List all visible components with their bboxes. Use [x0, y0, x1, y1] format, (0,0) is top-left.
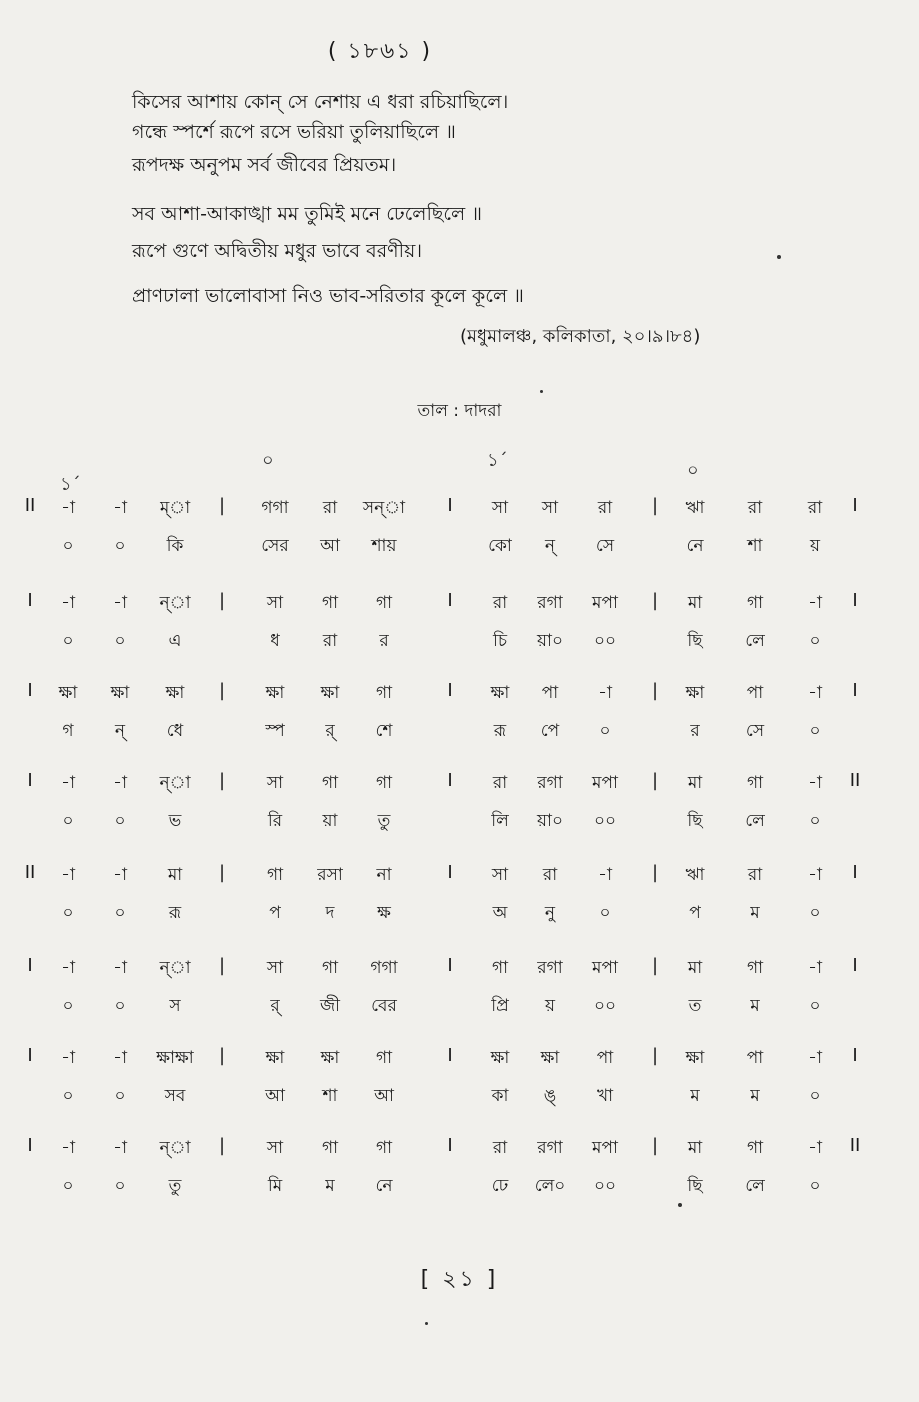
swara-note: মপা [592, 593, 618, 613]
lyric-syllable: ০ [114, 1086, 126, 1106]
lyric-syllable: অ [492, 903, 508, 923]
bar-line: | [218, 862, 226, 883]
lyric-syllable: ম [750, 996, 760, 1016]
lyric-syllable: ০ [114, 811, 126, 831]
ink-speck [425, 1322, 428, 1325]
swara-note: গা [375, 773, 393, 793]
beat-mark-sam: ১´ [60, 474, 81, 495]
swara-note: -া [61, 593, 75, 613]
lyric-syllable: চি [492, 631, 508, 651]
lyric-syllable: ০ [809, 1086, 821, 1106]
lyric-syllable: জী [319, 996, 341, 1016]
lyric-syllable: আ [374, 1086, 394, 1106]
lyric-syllable: ০ [62, 811, 74, 831]
swara-note: সা [266, 958, 284, 978]
bar-line: I [447, 495, 453, 516]
lyric-syllable: রূ [493, 721, 507, 741]
lyric-line: রূপদক্ষ অনুপম সর্ব জীবের প্রিয়তম। [132, 154, 397, 176]
lyric-syllable: প্রি [491, 996, 509, 1016]
swara-note: মা [687, 958, 703, 978]
swara-note: সন্া [362, 498, 406, 518]
lyric-syllable: ০ [599, 721, 611, 741]
bar-line: | [218, 495, 226, 516]
page-number: [ ২১ ] [420, 1267, 499, 1292]
swara-note: -া [808, 958, 822, 978]
swara-note: ক্ষাক্ষা [156, 1048, 194, 1068]
swara-note: -া [61, 865, 75, 885]
swara-note: রগা [537, 958, 563, 978]
lyric-syllable: নু [544, 903, 556, 923]
lyric-syllable: ০০ [593, 996, 617, 1016]
lyric-syllable: কা [491, 1086, 509, 1106]
lyric-syllable: ০ [599, 903, 611, 923]
bar-line: II [849, 1135, 861, 1156]
swara-note: রসা [317, 865, 343, 885]
beat-mark-sam: ১´ [487, 450, 508, 471]
lyric-syllable: ম [750, 903, 760, 923]
lyric-syllable: ভ [168, 811, 182, 831]
swara-note: -া [598, 865, 612, 885]
lyric-syllable: ০ [62, 903, 74, 923]
swara-note: ন্া [159, 1138, 191, 1158]
swara-note: ক্ষা [110, 683, 130, 703]
swara-note: ক্ষা [165, 683, 185, 703]
lyric-syllable: ০ [809, 903, 821, 923]
lyric-syllable: ০ [62, 536, 74, 556]
lyric-syllable: ম [750, 1086, 760, 1106]
swara-note: ক্ষা [685, 1048, 705, 1068]
lyric-syllable: ০০ [593, 1176, 617, 1196]
lyric-syllable: ম [325, 1176, 335, 1196]
lyric-syllable: র্ [325, 721, 335, 741]
lyric-syllable: ত [688, 996, 702, 1016]
swara-note: গগা [370, 958, 398, 978]
lyric-syllable: ০ [62, 1176, 74, 1196]
lyric-syllable: ০ [62, 631, 74, 651]
lyric-syllable: ছি [687, 631, 703, 651]
swara-note: রা [597, 498, 613, 518]
bar-line: I [447, 955, 453, 976]
lyric-line: কিসের আশায় কোন্ সে নেশায় এ ধরা রচিয়াছিলে। [132, 91, 509, 113]
bar-line: II [24, 862, 36, 883]
swara-note: রা [322, 498, 338, 518]
bar-line: I [852, 1045, 858, 1066]
swara-note: ন্া [159, 958, 191, 978]
swara-note: গগা [261, 498, 289, 518]
swara-note: সা [541, 498, 559, 518]
lyric-line: সব আশা-আকাঙ্খা মম তুমিই মনে ঢেলেছিলে ॥ [132, 203, 482, 225]
lyric-syllable: ন্ [544, 536, 556, 556]
swara-note: রগা [537, 773, 563, 793]
lyric-syllable: য়া০ [537, 811, 563, 831]
swara-note: গা [491, 958, 509, 978]
lyric-syllable: সের [261, 536, 289, 556]
bar-line: | [651, 1045, 659, 1066]
swara-note: রা [807, 498, 823, 518]
swara-note: গা [321, 958, 339, 978]
swara-note: পা [746, 1048, 764, 1068]
lyric-syllable: কি [166, 536, 184, 556]
swara-note: -া [808, 1138, 822, 1158]
bar-line: I [447, 862, 453, 883]
lyric-syllable: ০ [62, 996, 74, 1016]
lyric-syllable: ০ [809, 1176, 821, 1196]
swara-note: ঋা [685, 865, 705, 885]
lyric-syllable: লে [745, 811, 765, 831]
lyric-syllable: র [690, 721, 700, 741]
lyric-syllable: রূ [168, 903, 182, 923]
swara-note: পা [596, 1048, 614, 1068]
lyric-syllable: খা [596, 1086, 614, 1106]
bar-line: | [218, 1135, 226, 1156]
bar-line: I [447, 590, 453, 611]
lyric-syllable: কো [488, 536, 512, 556]
swara-note: ক্ষা [320, 683, 340, 703]
swara-note: -া [113, 498, 127, 518]
swara-note: -া [113, 865, 127, 885]
lyric-syllable: তু [377, 811, 391, 831]
swara-note: -া [61, 773, 75, 793]
lyric-syllable: তু [168, 1176, 182, 1196]
swara-note: ক্ষা [490, 1048, 510, 1068]
bar-line: | [218, 680, 226, 701]
swara-note: মা [687, 593, 703, 613]
bar-line: I [447, 680, 453, 701]
lyric-syllable: লি [491, 811, 509, 831]
swara-note: -া [808, 865, 822, 885]
swara-note: ন্া [159, 773, 191, 793]
lyric-syllable: ঢে [491, 1176, 509, 1196]
lyric-syllable: দ [325, 903, 335, 923]
ink-speck [777, 255, 781, 259]
lyric-syllable: র [379, 631, 389, 651]
swara-note: সা [266, 773, 284, 793]
bar-line: | [218, 590, 226, 611]
lyric-syllable: ঙ্ [543, 1086, 557, 1106]
ink-speck [678, 1203, 682, 1207]
lyric-syllable: ০ [809, 811, 821, 831]
swara-note: -া [113, 958, 127, 978]
lyric-syllable: গ [62, 721, 74, 741]
bar-line: I [852, 955, 858, 976]
lyric-syllable: শা [747, 536, 763, 556]
swara-note: গা [746, 1138, 764, 1158]
swara-note: -া [808, 1048, 822, 1068]
lyric-syllable: শা [322, 1086, 338, 1106]
lyric-syllable: য় [809, 536, 821, 556]
swara-note: -া [598, 683, 612, 703]
swara-note: না [376, 865, 392, 885]
swara-note: -া [808, 683, 822, 703]
bar-line: | [651, 495, 659, 516]
swara-note: গা [375, 593, 393, 613]
swara-note: ঋা [685, 498, 705, 518]
swara-note: ক্ষা [490, 683, 510, 703]
lyric-syllable: রি [267, 811, 283, 831]
lyric-syllable: লে [745, 1176, 765, 1196]
swara-note: রগা [537, 1138, 563, 1158]
lyric-syllable: পে [540, 721, 560, 741]
swara-note: -া [113, 1048, 127, 1068]
swara-note: -া [113, 773, 127, 793]
lyric-syllable: প [689, 903, 701, 923]
swara-note: -া [61, 1048, 75, 1068]
bar-line: | [651, 770, 659, 791]
lyric-syllable: শায় [371, 536, 397, 556]
swara-note: গা [746, 958, 764, 978]
swara-note: সা [266, 1138, 284, 1158]
lyric-syllable: ০ [809, 721, 821, 741]
swara-note: রা [747, 498, 763, 518]
swara-note: রগা [537, 593, 563, 613]
swara-note: রা [492, 593, 508, 613]
swara-note: পা [746, 683, 764, 703]
lyric-syllable: লে০ [534, 1176, 566, 1196]
lyric-syllable: ০০ [593, 811, 617, 831]
swara-note: -া [61, 1138, 75, 1158]
lyric-syllable: স্প [265, 721, 285, 741]
bar-line: I [27, 1045, 33, 1066]
lyric-syllable: সব [164, 1086, 186, 1106]
bar-line: | [218, 770, 226, 791]
bar-line: | [651, 590, 659, 611]
bar-line: | [651, 1135, 659, 1156]
beat-mark-khali: ০ [687, 460, 699, 481]
bar-line: I [852, 680, 858, 701]
lyric-syllable: ন্ [114, 721, 126, 741]
swara-note: গা [375, 683, 393, 703]
lyric-syllable: আ [265, 1086, 285, 1106]
lyric-syllable: ০ [114, 996, 126, 1016]
lyric-syllable: শে [375, 721, 393, 741]
swara-note: গা [321, 593, 339, 613]
swara-note: -া [113, 593, 127, 613]
lyric-syllable: স [169, 996, 181, 1016]
bar-line: I [852, 862, 858, 883]
lyric-syllable: মি [267, 1176, 283, 1196]
bar-line: I [447, 1135, 453, 1156]
bar-line: I [27, 955, 33, 976]
swara-note: গা [321, 773, 339, 793]
swara-note: -া [808, 593, 822, 613]
taal-label: তাল : দাদরা [417, 401, 502, 421]
swara-note: -া [113, 1138, 127, 1158]
lyric-syllable: ০ [809, 996, 821, 1016]
lyric-syllable: প [269, 903, 281, 923]
swara-note: মপা [592, 1138, 618, 1158]
attribution: (মধুমালঞ্চ, কলিকাতা, ২০।৯।৮৪) [460, 326, 701, 347]
lyric-syllable: ছি [687, 1176, 703, 1196]
lyric-syllable: ম [690, 1086, 700, 1106]
swara-note: রা [747, 865, 763, 885]
lyric-syllable: ০ [62, 1086, 74, 1106]
swara-note: মা [167, 865, 183, 885]
swara-note: ক্ষা [540, 1048, 560, 1068]
bar-line: I [852, 495, 858, 516]
lyric-syllable: ০ [114, 1176, 126, 1196]
swara-note: গা [746, 773, 764, 793]
swara-note: ক্ষা [265, 683, 285, 703]
swara-note: রা [542, 865, 558, 885]
swara-note: গা [375, 1138, 393, 1158]
lyric-syllable: য়া [322, 811, 338, 831]
swara-note: পা [541, 683, 559, 703]
lyric-syllable: নে [686, 536, 704, 556]
bar-line: I [27, 770, 33, 791]
bar-line: I [447, 1045, 453, 1066]
bar-line: II [849, 770, 861, 791]
lyric-syllable: আ [320, 536, 340, 556]
swara-note: ক্ষা [265, 1048, 285, 1068]
swara-note: গা [266, 865, 284, 885]
lyric-syllable: নে [375, 1176, 393, 1196]
lyric-line: গন্ধে স্পর্শে রূপে রসে ভরিয়া তুলিয়াছিলে ॥ [132, 121, 456, 143]
swara-note: মপা [592, 773, 618, 793]
swara-note: মা [687, 1138, 703, 1158]
ink-speck [540, 390, 543, 393]
lyric-syllable: ০ [114, 903, 126, 923]
swara-note: -া [808, 773, 822, 793]
swara-note: রা [492, 773, 508, 793]
bar-line: I [852, 590, 858, 611]
bar-line: I [447, 770, 453, 791]
swara-note: ম্া [159, 498, 191, 518]
lyric-syllable: য় [544, 996, 556, 1016]
lyric-syllable: লে [745, 631, 765, 651]
bar-line: I [27, 1135, 33, 1156]
swara-note: মপা [592, 958, 618, 978]
lyric-syllable: য়া০ [537, 631, 563, 651]
lyric-syllable: এ [168, 631, 182, 651]
lyric-syllable: ০০ [593, 631, 617, 651]
bar-line: | [218, 955, 226, 976]
swara-note: -া [61, 498, 75, 518]
swara-note: সা [491, 865, 509, 885]
swara-note: গা [321, 1138, 339, 1158]
swara-note: সা [491, 498, 509, 518]
swara-note: ন্া [159, 593, 191, 613]
lyric-syllable: র্ [270, 996, 280, 1016]
swara-note: ক্ষা [320, 1048, 340, 1068]
swara-note: রা [492, 1138, 508, 1158]
lyric-syllable: ছি [687, 811, 703, 831]
lyric-syllable: সে [595, 536, 615, 556]
swara-note: গা [746, 593, 764, 613]
bar-line: I [27, 680, 33, 701]
lyric-syllable: ০ [114, 631, 126, 651]
lyric-syllable: ক্ষ [377, 903, 391, 923]
beat-mark-khali: ০ [262, 450, 274, 471]
bar-line: | [651, 680, 659, 701]
lyric-syllable: ০ [809, 631, 821, 651]
lyric-line: প্রাণঢালা ভালোবাসা নিও ভাব-সরিতার কূলে কূলে ॥ [132, 285, 524, 307]
swara-note: -া [61, 958, 75, 978]
song-number: ( ১৮৬১ ) [327, 39, 433, 64]
lyric-line: রূপে গুণে অদ্বিতীয় মধুর ভাবে বরণীয়। [132, 240, 423, 262]
bar-line: I [27, 590, 33, 611]
lyric-syllable: রা [322, 631, 338, 651]
swara-note: ক্ষা [685, 683, 705, 703]
lyric-syllable: সে [745, 721, 765, 741]
lyric-syllable: ধ [270, 631, 280, 651]
bar-line: II [24, 495, 36, 516]
swara-note: সা [266, 593, 284, 613]
lyric-syllable: ০ [114, 536, 126, 556]
swara-note: গা [375, 1048, 393, 1068]
bar-line: | [651, 862, 659, 883]
bar-line: | [651, 955, 659, 976]
swara-note: ক্ষা [58, 683, 78, 703]
lyric-syllable: বের [371, 996, 397, 1016]
bar-line: | [218, 1045, 226, 1066]
swara-note: মা [687, 773, 703, 793]
lyric-syllable: ধে [166, 721, 184, 741]
